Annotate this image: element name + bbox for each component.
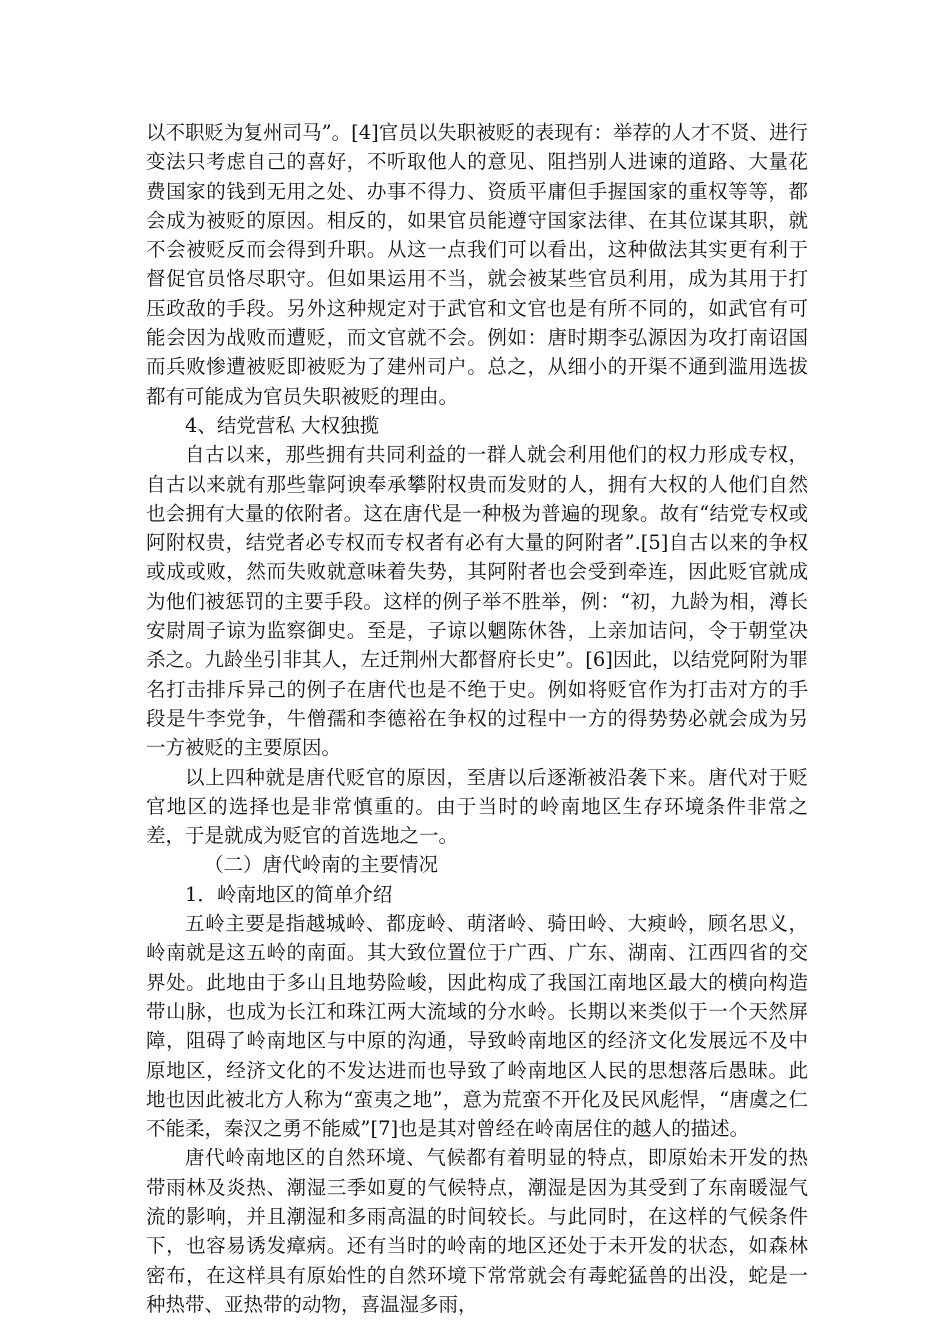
- body-paragraph: 五岭主要是指越城岭、都庞岭、萌渚岭、骑田岭、大瘐岭，顾名思义，岭南就是这五岭的南面。其大致位置位于广西、广东、湖南、江西四省的交界处。此地由于多山且地势险峻，因此构成了我国江南地区最大的横向构造带山脉，也成为长江和珠江两大流域的分水岭。长期以来类似于一个天然屏障，阻碍了岭南地区与中原的沟通，导致岭南地区的经济文化发展远不及中原地区，经济文化的不发达进而也导致了岭南地区人民的思想落后愚昧。此地也因此被北方人称为“蛮夷之地”，意为荒蛮不开化及民风彪悍，“唐虞之仁不能柔，秦汉之勇不能威”[7]也是其对曾经在岭南居住的越人的描述。: [146, 912, 808, 1141]
- body-paragraph: 以不职贬为复州司马”。[4]官员以失职被贬的表现有：举荐的人才不贤、进行变法只考虑自己的喜好，不听取他人的意见、阻挡别人进谏的道路、大量花费国家的钱到无用之处、办事不得力、资质平庸但手握国家的重权等等，都会成为被贬的原因。相反的，如果官员能遵守国家法律、在其位谋其职，就不会被贬反而会得到升职。从这一点我们可以看出，这种做法其实更有利于督促官员恪尽职守。但如果运用不当，就会被某些官员利用，成为其用于打压政敌的手段。另外这种规定对于武官和文官也是有所不同的，如武官有可能会因为战败而遭贬，而文官就不会。例如：唐时期李弘源因为攻打南诏国而兵败惨遭被贬即被贬为了建州司户。总之，从细小的开渠不通到滥用选拔都有可能成为官员失职被贬的理由。: [146, 121, 808, 408]
- section-heading: 1．岭南地区的简单介绍: [185, 882, 393, 906]
- body-paragraph: 自古以来，那些拥有共同利益的一群人就会利用他们的权力形成专权，自古以来就有那些靠阿谀奉承攀附权贵而发财的人，拥有大权的人他们自然也会拥有大量的依附者。这在唐代是一种极为普遍的现象。故有“结党专权或阿附权贵，结党者必专权而专权者有必有大量的阿附者”.[5]自古以来的争权或成或败，然而失败就意味着失势，其阿附者也会受到牵连，因此贬官就成为他们被惩罚的主要手段。这样的例子举不胜举，例：“初，九龄为相，澊长安尉周子谅为监察御史。至是，子谅以魍陈休咎，上亲加诘问，令于朝堂决杀之。九龄坐引非其人，左迁荆州大都督府长史”。[6]因此，以结党阿附为罪名打击排斥异己的例子在唐代也是不绝于史。例如将贬官作为打击对方的手段是牛李党争，牛僧孺和李德裕在争权的过程中一方的得势势必就会成为另一方被贬的主要原因。: [146, 443, 808, 760]
- section-heading: 4、结党营私 大权独揽: [185, 413, 380, 437]
- document-body: [146, 118, 808, 1319]
- body-paragraph: 唐代岭南地区的自然环境、气候都有着明显的特点，即原始未开发的热带雨林及炎热、潮湿三季如夏的气候特点，潮湿是因为其受到了东南暖湿气流的影响，并且潮湿和多雨高温的时间较长。与此同时，在这样的气候条件下，也容易诱发瘴病。还有当时的岭南的地区还处于未开发的状态，如森林密布，在这样具有原始性的自然环境下常常就会有毒蛇猛兽的出没，蛇是一种热带、亚热带的动物，喜温湿多雨，: [146, 1146, 808, 1316]
- chapter-heading: （二）唐代岭南的主要情况: [204, 853, 439, 877]
- body-paragraph: 以上四种就是唐代贬官的原因，至唐以后逐渐被沿袭下来。唐代对于贬官地区的选择也是非常慎重的。由于当时的岭南地区生存环境条件非常之差，于是就成为贬官的首选地之一。: [146, 765, 808, 848]
